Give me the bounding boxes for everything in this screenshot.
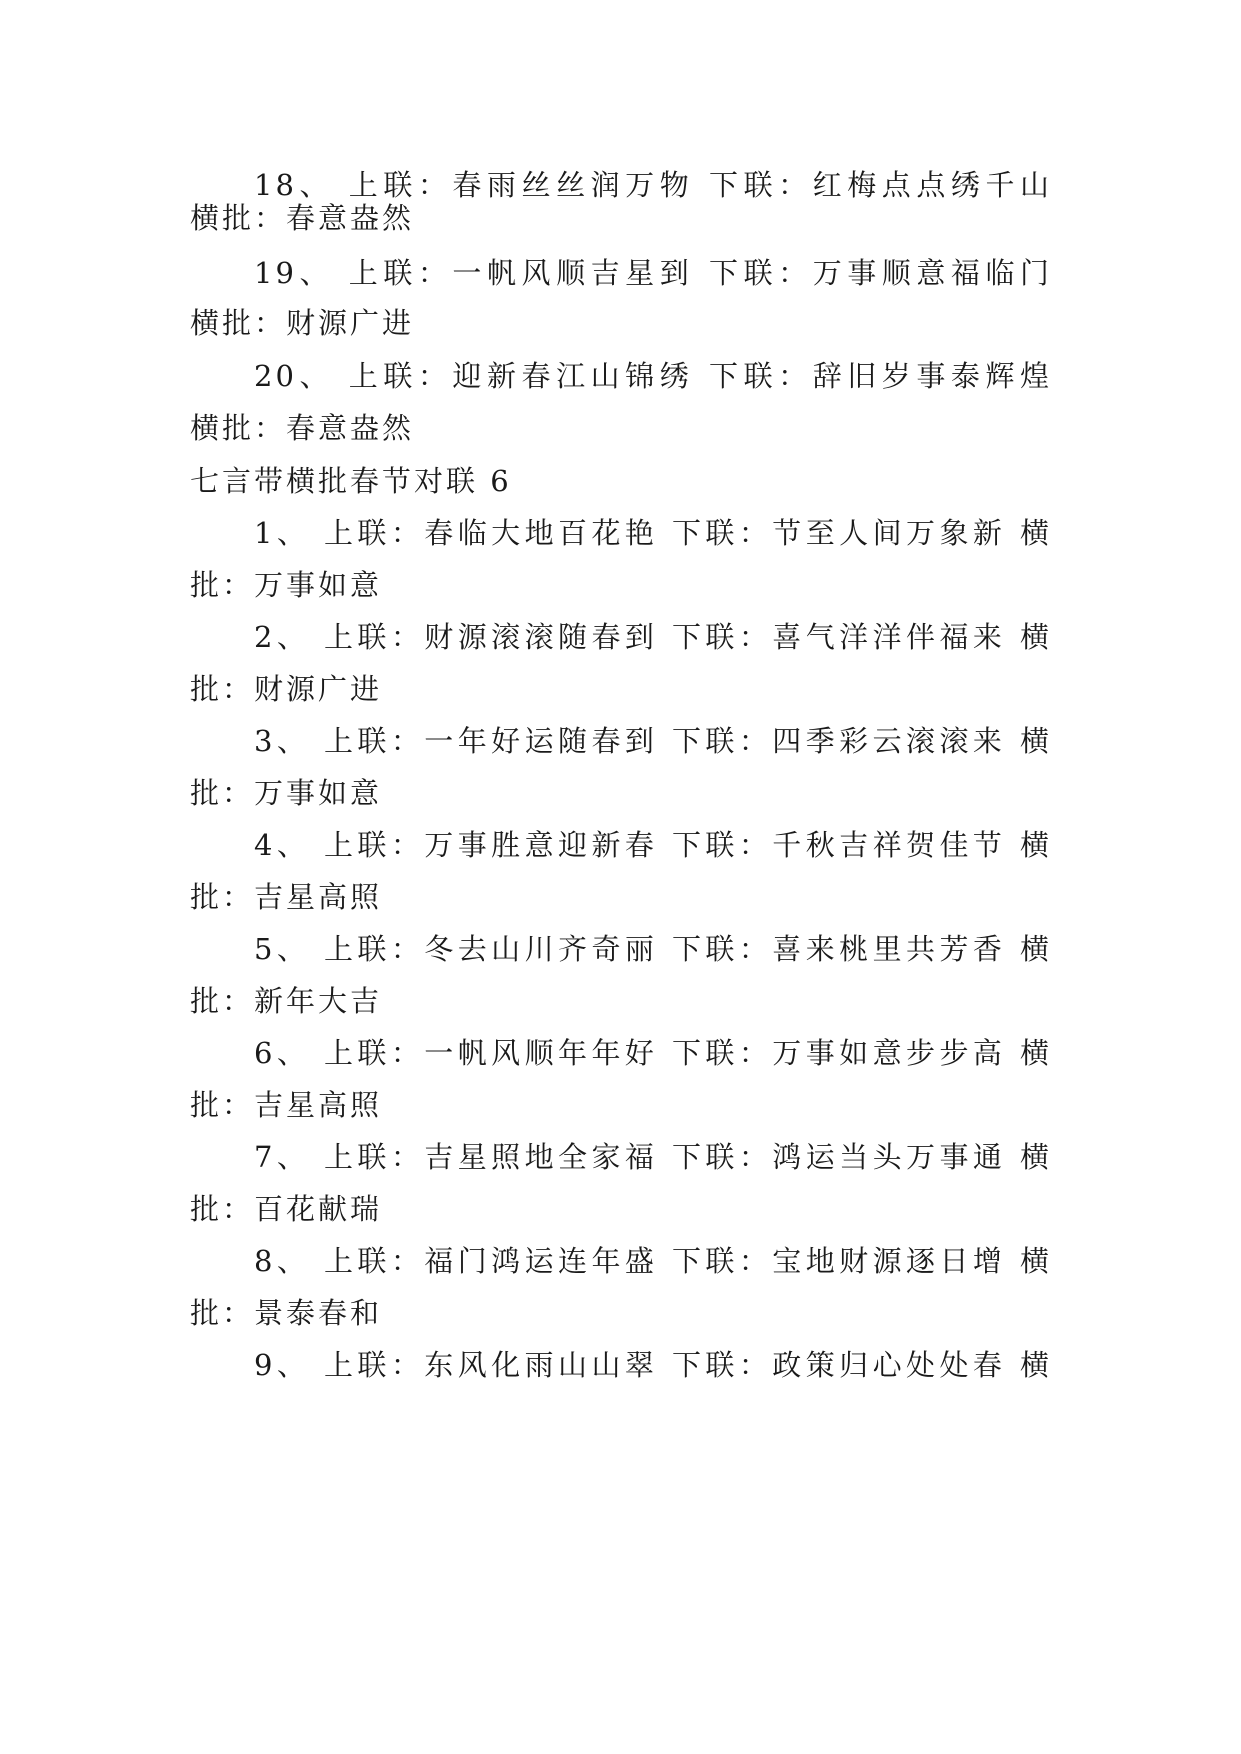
- couplet-8-banner: 批：景泰春和: [190, 1296, 383, 1330]
- section-heading: 七言带横批春节对联 6: [190, 464, 512, 498]
- couplet-1-banner: 批：万事如意: [190, 568, 383, 602]
- couplet-4-banner: 批：吉星高照: [190, 880, 383, 914]
- couplet-8-line: 8、 上联：福门鸿运连年盛 下联：宝地财源逐日增 横: [254, 1244, 1052, 1278]
- couplet-9-line: 9、 上联：东风化雨山山翠 下联：政策归心处处春 横: [254, 1348, 1052, 1382]
- couplet-5-line: 5、 上联：冬去山川齐奇丽 下联：喜来桃里共芳香 横: [254, 932, 1052, 966]
- couplet-20-banner: 横批：春意盎然: [190, 411, 415, 445]
- couplet-7-banner: 批：百花献瑞: [190, 1192, 383, 1226]
- couplet-2-line: 2、 上联：财源滚滚随春到 下联：喜气洋洋伴福来 横: [254, 620, 1052, 654]
- couplet-18-line: 18、 上联：春雨丝丝润万物 下联：红梅点点绣千山: [254, 168, 1052, 202]
- couplet-4-line: 4、 上联：万事胜意迎新春 下联：千秋吉祥贺佳节 横: [254, 828, 1052, 862]
- couplet-1-line: 1、 上联：春临大地百花艳 下联：节至人间万象新 横: [254, 516, 1052, 550]
- couplet-19-banner: 横批：财源广进: [190, 306, 415, 340]
- couplet-7-line: 7、 上联：吉星照地全家福 下联：鸿运当头万事通 横: [254, 1140, 1052, 1174]
- couplet-3-banner: 批：万事如意: [190, 776, 383, 810]
- couplet-5-banner: 批：新年大吉: [190, 984, 383, 1018]
- couplet-2-banner: 批：财源广进: [190, 672, 383, 706]
- couplet-20-line: 20、 上联：迎新春江山锦绣 下联：辞旧岁事泰辉煌: [254, 359, 1052, 393]
- couplet-18-banner: 横批：春意盎然: [190, 201, 415, 235]
- couplet-3-line: 3、 上联：一年好运随春到 下联：四季彩云滚滚来 横: [254, 724, 1052, 758]
- couplet-19-line: 19、 上联：一帆风顺吉星到 下联：万事顺意福临门: [254, 256, 1052, 290]
- couplet-6-line: 6、 上联：一帆风顺年年好 下联：万事如意步步高 横: [254, 1036, 1052, 1070]
- couplet-6-banner: 批：吉星高照: [190, 1088, 383, 1122]
